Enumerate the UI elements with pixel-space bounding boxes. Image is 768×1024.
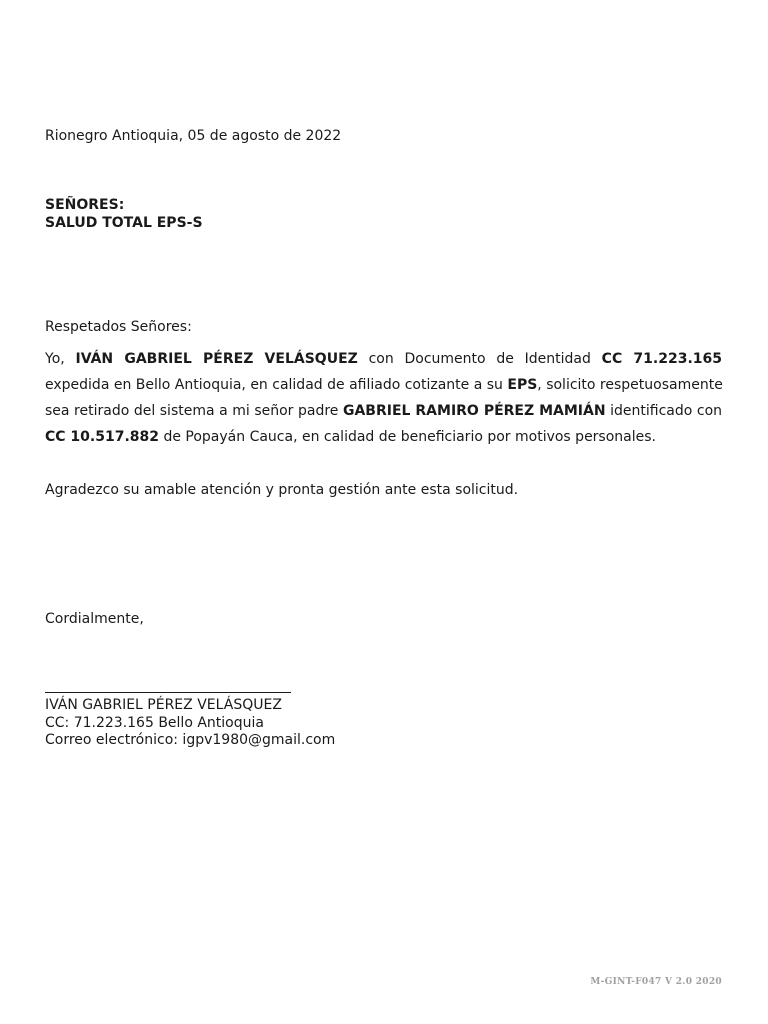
- thanks-line: Agradezco su amable atención y pronta gestión ante esta solicitud.: [45, 482, 519, 498]
- body-text: expedida en Bello Antioquia, en calidad de afiliado cotizante a su: [45, 377, 508, 393]
- recipient-name: SALUD TOTAL EPS-S: [45, 215, 203, 231]
- body-line-2: [45, 372, 722, 398]
- closing: Cordialmente,: [45, 611, 144, 627]
- requester-id: CC 71.223.165: [601, 351, 722, 367]
- body-text: con Documento de Identidad: [357, 351, 602, 367]
- body-line-4: [45, 424, 722, 450]
- body-line-3: [45, 398, 722, 424]
- body-text: Yo,: [45, 351, 76, 367]
- signature-id: CC: 71.223.165 Bello Antioquia: [45, 715, 264, 731]
- place-date: Rionegro Antioquia, 05 de agosto de 2022: [45, 128, 342, 144]
- beneficiary-id: CC 10.517.882: [45, 429, 159, 445]
- body-paragraph: [45, 346, 722, 450]
- body-line-1: [45, 346, 722, 372]
- eps-label: EPS: [507, 377, 538, 393]
- beneficiary-name: GABRIEL RAMIRO PÉREZ MAMIÁN: [342, 403, 606, 419]
- body-text: , solicito respetuosamente: [537, 377, 723, 393]
- signature-email: Correo electrónico: igpv1980@gmail.com: [45, 732, 336, 748]
- requester-name: IVÁN GABRIEL PÉREZ VELÁSQUEZ: [75, 351, 358, 367]
- body-text: identificado con: [605, 403, 723, 419]
- signature-line: [45, 692, 291, 693]
- signature-name: IVÁN GABRIEL PÉREZ VELÁSQUEZ: [45, 697, 282, 713]
- body-text: de Popayán Cauca, en calidad de beneficiario por motivos personales.: [159, 429, 656, 445]
- form-code: M-GINT-F047 V 2.0 2020: [590, 977, 722, 987]
- body-text: sea retirado del sistema a mi señor padre: [45, 403, 343, 419]
- salutation: Respetados Señores:: [45, 319, 192, 335]
- recipient-title: SEÑORES:: [45, 197, 125, 213]
